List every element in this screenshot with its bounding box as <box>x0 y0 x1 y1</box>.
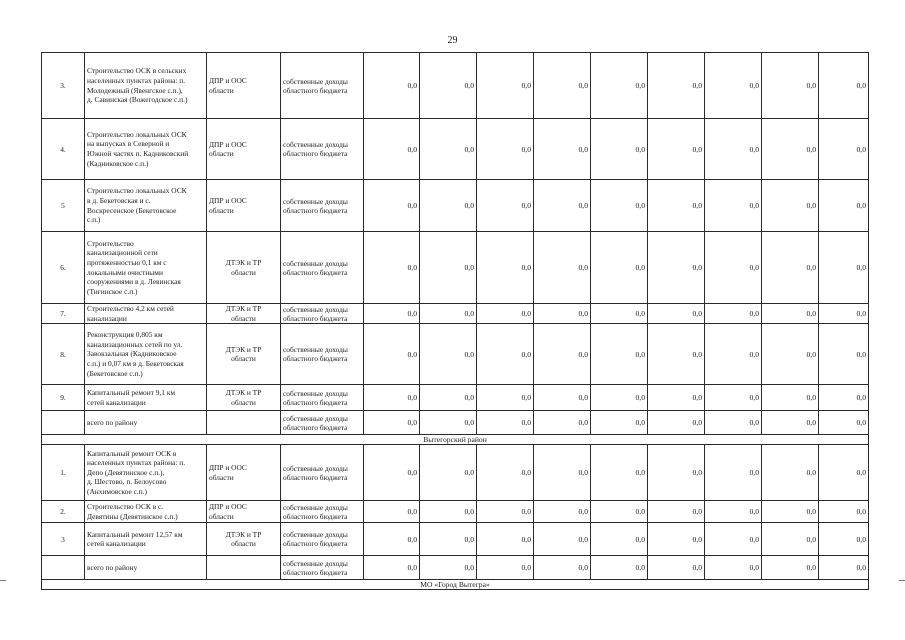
measure-name-line: всего по району <box>87 417 138 427</box>
funding-source-cell <box>281 53 364 119</box>
responsible-line: области <box>231 539 256 549</box>
table-row <box>42 411 869 435</box>
amount-cell: 0,0 <box>534 232 591 304</box>
responsible-cell <box>207 501 281 523</box>
amount-cell: 0,0 <box>364 119 420 180</box>
amount-cell: 0,0 <box>705 523 762 556</box>
funding-source-line: собственные доходы <box>283 345 348 355</box>
funding-source-line: собственные доходы <box>283 463 348 473</box>
amount-cell: 0,0 <box>591 556 648 580</box>
funding-source-line: собственные доходы <box>283 388 348 398</box>
amount-cell: 0,0 <box>648 232 705 304</box>
amount-cell: 0,0 <box>648 385 705 411</box>
table-row <box>42 556 869 580</box>
amount-cell: 0,0 <box>364 53 420 119</box>
right-edge-mark <box>899 580 905 581</box>
amount-cell: 0,0 <box>762 53 819 119</box>
measure-name-cell <box>85 523 207 556</box>
measure-name-cell <box>85 556 207 580</box>
measure-name-line: протяженностью 0,1 км с <box>87 257 167 267</box>
amount-cell: 0,0 <box>477 501 534 523</box>
funding-source-line: собственные доходы <box>283 196 348 206</box>
amount-cell: 0,0 <box>648 119 705 180</box>
amount-cell: 0,0 <box>420 411 477 435</box>
measure-name-line: населенных пунктах района: п. <box>87 75 186 85</box>
amount-cell: 0,0 <box>762 501 819 523</box>
amount-cell: 0,0 <box>591 119 648 180</box>
funding-source-cell <box>281 445 364 501</box>
measure-name-line: Капитальный ремонт ОСК в <box>87 448 177 458</box>
responsible-line: области <box>231 397 256 407</box>
amount-cell: 0,0 <box>477 304 534 324</box>
row-number: 7. <box>42 304 85 324</box>
amount-cell: 0,0 <box>705 411 762 435</box>
measure-name-line: Депо (Девятинское с.п.), <box>87 467 165 477</box>
funding-source-cell <box>281 385 364 411</box>
measure-name-line: населенных пунктах района: п. <box>87 458 186 468</box>
funding-source-line: областного бюджета <box>283 397 348 407</box>
funding-source-cell <box>281 119 364 180</box>
amount-cell: 0,0 <box>364 445 420 501</box>
responsible-cell <box>207 445 281 501</box>
measure-name-line: сетей канализации <box>87 397 146 407</box>
row-number: 2. <box>42 501 85 523</box>
responsible-cell <box>207 53 281 119</box>
funding-source-line: областного бюджета <box>283 85 348 95</box>
page-number: 29 <box>447 35 458 46</box>
amount-cell: 0,0 <box>364 556 420 580</box>
amount-cell: 0,0 <box>477 119 534 180</box>
amount-cell: 0,0 <box>420 501 477 523</box>
funding-source-cell <box>281 556 364 580</box>
measure-name-line: сооружениями в д. Левинская <box>87 277 181 287</box>
measure-name-line: Строительство 4,2 км сетей <box>87 304 174 313</box>
measure-name-line: Капитальный ремонт 12,57 км <box>87 529 183 539</box>
row-number: 5 <box>42 180 85 232</box>
measure-name-line: канализации <box>87 313 127 323</box>
funding-source-line: собственные доходы <box>283 304 348 314</box>
amount-cell: 0,0 <box>705 445 762 501</box>
amount-cell: 0,0 <box>364 523 420 556</box>
measure-name-line: (Тиғинское с.п.) <box>87 286 138 296</box>
measure-name-line: локальными очистными <box>87 267 163 277</box>
measure-name-line: Строительство локальных ОСК <box>87 186 187 196</box>
measure-name-cell <box>85 119 207 180</box>
measure-name-line: д. Шестово, п. Белоусово <box>87 477 167 487</box>
amount-cell: 0,0 <box>648 445 705 501</box>
amount-cell: 0,0 <box>364 304 420 324</box>
funding-source-line: собственные доходы <box>283 502 348 512</box>
responsible-cell <box>207 556 281 580</box>
measure-name-line: Воскресенское (Бекетовское <box>87 205 177 215</box>
amount-cell: 0,0 <box>420 556 477 580</box>
amount-cell: 0,0 <box>591 445 648 501</box>
responsible-cell <box>207 232 281 304</box>
responsible-cell <box>207 411 281 435</box>
funding-source-cell <box>281 304 364 324</box>
table-row <box>42 119 869 180</box>
measure-name-line: сетей канализации <box>87 539 146 549</box>
amount-cell: 0,0 <box>591 53 648 119</box>
amount-cell: 0,0 <box>762 523 819 556</box>
funding-source-line: собственные доходы <box>283 558 348 568</box>
funding-source-line: собственные доходы <box>283 530 348 540</box>
responsible-line: ДТЭК и ТР <box>225 388 262 398</box>
amount-cell: 0,0 <box>705 385 762 411</box>
measure-name-line: канализационной сети <box>87 248 158 258</box>
measure-name-cell <box>85 180 207 232</box>
amount-cell: 0,0 <box>364 501 420 523</box>
amount-cell: 0,0 <box>420 523 477 556</box>
responsible-cell <box>207 523 281 556</box>
amount-cell: 0,0 <box>705 556 762 580</box>
measure-name-cell <box>85 232 207 304</box>
amount-cell: 0,0 <box>705 501 762 523</box>
amount-cell: 0,0 <box>534 304 591 324</box>
responsible-cell <box>207 180 281 232</box>
responsible-line: ДТЭК и ТР <box>225 344 262 354</box>
measure-name-line: в д. Бекетовская и с. <box>87 195 151 205</box>
measure-name-cell <box>85 411 207 435</box>
responsible-line: ДПР и ООС <box>209 463 247 473</box>
amount-cell: 0,0 <box>591 385 648 411</box>
row-number <box>42 556 85 580</box>
amount-cell: 0,0 <box>591 180 648 232</box>
section-title: Вытегорский район <box>42 435 869 445</box>
measure-name-line: Завокзальная (Кадниковское <box>87 349 177 359</box>
table-body <box>42 53 869 590</box>
measure-name-line: с.п.) и 0,07 км в д. Бекетовская <box>87 358 184 368</box>
left-edge-mark <box>0 580 6 581</box>
amount-cell: 0,0 <box>762 232 819 304</box>
amount-cell: 0,0 <box>477 53 534 119</box>
amount-cell: 0,0 <box>420 53 477 119</box>
amount-cell: 0,0 <box>364 180 420 232</box>
amount-cell: 0,0 <box>591 324 648 385</box>
amount-cell: 0,0 <box>420 180 477 232</box>
measure-name-line: (Кадниковское с.п.) <box>87 158 149 168</box>
row-number: 4. <box>42 119 85 180</box>
amount-cell: 0,0 <box>819 53 869 119</box>
funding-source-cell <box>281 232 364 304</box>
amount-cell: 0,0 <box>819 411 869 435</box>
measure-name-line: Южной частях п. Кадниковский <box>87 149 189 158</box>
amount-cell: 0,0 <box>648 523 705 556</box>
table-row <box>42 304 869 324</box>
amount-cell: 0,0 <box>477 385 534 411</box>
responsible-line: области <box>209 85 234 95</box>
row-number: 6. <box>42 232 85 304</box>
amount-cell: 0,0 <box>648 556 705 580</box>
measure-name-line: (Анхимовское с.п.) <box>87 487 148 497</box>
funding-source-cell <box>281 523 364 556</box>
amount-cell: 0,0 <box>534 119 591 180</box>
amount-cell: 0,0 <box>705 180 762 232</box>
amount-cell: 0,0 <box>477 324 534 385</box>
responsible-line: области <box>231 313 256 323</box>
funding-source-line: собственные доходы <box>283 413 348 423</box>
measure-name-line: Капитальный ремонт 9,1 км <box>87 388 176 398</box>
responsible-line: ДТЭК и ТР <box>225 304 262 314</box>
amount-cell: 0,0 <box>762 385 819 411</box>
amount-cell: 0,0 <box>819 180 869 232</box>
responsible-line: ДПР и ООС <box>209 196 247 206</box>
funding-source-line: областного бюджета <box>283 567 348 577</box>
amount-cell: 0,0 <box>648 180 705 232</box>
section-header-row <box>42 580 869 590</box>
amount-cell: 0,0 <box>705 304 762 324</box>
table-row <box>42 324 869 385</box>
amount-cell: 0,0 <box>364 232 420 304</box>
measure-name-cell <box>85 445 207 501</box>
amount-cell: 0,0 <box>534 523 591 556</box>
amount-cell: 0,0 <box>420 232 477 304</box>
responsible-line: ДПР и ООС <box>209 76 247 86</box>
amount-cell: 0,0 <box>762 324 819 385</box>
responsible-line: области <box>209 149 234 158</box>
funding-source-line: областного бюджета <box>283 539 348 549</box>
amount-cell: 0,0 <box>534 385 591 411</box>
row-number: 9. <box>42 385 85 411</box>
funding-source-line: собственные доходы <box>283 140 348 149</box>
amount-cell: 0,0 <box>648 411 705 435</box>
amount-cell: 0,0 <box>420 445 477 501</box>
measure-name-line: (Бекетовское с.п.) <box>87 368 143 378</box>
table-row <box>42 445 869 501</box>
amount-cell: 0,0 <box>648 304 705 324</box>
table-row <box>42 53 869 119</box>
amount-cell: 0,0 <box>648 324 705 385</box>
amount-cell: 0,0 <box>591 304 648 324</box>
funding-source-line: областного бюджета <box>283 205 348 215</box>
funding-source-line: областного бюджета <box>283 313 348 323</box>
table-row <box>42 523 869 556</box>
amount-cell: 0,0 <box>534 411 591 435</box>
measure-name-line: всего по району <box>87 562 138 572</box>
amount-cell: 0,0 <box>648 53 705 119</box>
amount-cell: 0,0 <box>762 304 819 324</box>
amount-cell: 0,0 <box>364 324 420 385</box>
amount-cell: 0,0 <box>762 445 819 501</box>
measure-name-line: Строительство локальных ОСК <box>87 129 187 139</box>
amount-cell: 0,0 <box>819 232 869 304</box>
amount-cell: 0,0 <box>534 53 591 119</box>
responsible-line: области <box>231 354 256 364</box>
table-row <box>42 232 869 304</box>
measure-name-line: Молодежный (Явенгское с.п.), <box>87 85 183 95</box>
amount-cell: 0,0 <box>819 119 869 180</box>
amount-cell: 0,0 <box>420 385 477 411</box>
table-row <box>42 501 869 523</box>
row-number: 1. <box>42 445 85 501</box>
amount-cell: 0,0 <box>819 556 869 580</box>
amount-cell: 0,0 <box>591 501 648 523</box>
responsible-cell <box>207 324 281 385</box>
responsible-line: области <box>209 472 234 482</box>
amount-cell: 0,0 <box>477 232 534 304</box>
responsible-line: ДТЭК и ТР <box>225 258 262 268</box>
funding-source-line: собственные доходы <box>283 76 348 86</box>
amount-cell: 0,0 <box>762 411 819 435</box>
amount-cell: 0,0 <box>819 445 869 501</box>
table-row <box>42 385 869 411</box>
amount-cell: 0,0 <box>420 304 477 324</box>
amount-cell: 0,0 <box>648 501 705 523</box>
funding-source-line: областного бюджета <box>283 354 348 364</box>
funding-source-line: областного бюджета <box>283 149 348 158</box>
measure-name-cell <box>85 324 207 385</box>
table-row <box>42 180 869 232</box>
amount-cell: 0,0 <box>591 232 648 304</box>
funding-source-line: областного бюджета <box>283 472 348 482</box>
amount-cell: 0,0 <box>534 445 591 501</box>
funding-source-cell <box>281 411 364 435</box>
amount-cell: 0,0 <box>705 53 762 119</box>
responsible-cell <box>207 119 281 180</box>
measure-name-line: Строительство <box>87 238 134 248</box>
amount-cell: 0,0 <box>762 119 819 180</box>
amount-cell: 0,0 <box>819 304 869 324</box>
measure-name-line: Строительство ОСК в сельских <box>87 66 187 76</box>
amount-cell: 0,0 <box>705 232 762 304</box>
amount-cell: 0,0 <box>705 324 762 385</box>
responsible-line: ДТЭК и ТР <box>225 529 262 539</box>
funding-source-line: областного бюджета <box>283 511 348 521</box>
amount-cell: 0,0 <box>819 385 869 411</box>
measure-name-line: д. Савинская (Вожегодское с.п.) <box>87 95 188 105</box>
responsible-line: области <box>209 205 234 215</box>
amount-cell: 0,0 <box>477 556 534 580</box>
amount-cell: 0,0 <box>477 523 534 556</box>
amount-cell: 0,0 <box>762 556 819 580</box>
section-header-row <box>42 435 869 445</box>
amount-cell: 0,0 <box>705 119 762 180</box>
budget-table <box>41 52 869 590</box>
measure-name-cell <box>85 53 207 119</box>
amount-cell: 0,0 <box>762 180 819 232</box>
responsible-line: области <box>209 511 234 521</box>
amount-cell: 0,0 <box>420 324 477 385</box>
responsible-line: области <box>231 267 256 277</box>
funding-source-line: областного бюджета <box>283 422 348 432</box>
measure-name-line: канализационных сетей по ул. <box>87 339 183 349</box>
amount-cell: 0,0 <box>534 180 591 232</box>
measure-name-line: Девятины (Девятинское с.п.) <box>87 511 178 521</box>
responsible-line: ДПР и ООС <box>209 502 247 512</box>
amount-cell: 0,0 <box>591 411 648 435</box>
amount-cell: 0,0 <box>534 556 591 580</box>
row-number: 3. <box>42 53 85 119</box>
measure-name-cell <box>85 304 207 324</box>
row-number: 3 <box>42 523 85 556</box>
measure-name-line: на выпусках в Северной и <box>87 139 170 149</box>
measure-name-line: Реконструкция 0,805 км <box>87 330 163 340</box>
amount-cell: 0,0 <box>364 411 420 435</box>
amount-cell: 0,0 <box>364 385 420 411</box>
responsible-cell <box>207 385 281 411</box>
funding-source-cell <box>281 180 364 232</box>
amount-cell: 0,0 <box>591 523 648 556</box>
amount-cell: 0,0 <box>477 411 534 435</box>
funding-source-cell <box>281 501 364 523</box>
amount-cell: 0,0 <box>819 324 869 385</box>
section-title: МО «Город Вытегра» <box>42 580 869 590</box>
amount-cell: 0,0 <box>819 523 869 556</box>
row-number <box>42 411 85 435</box>
amount-cell: 0,0 <box>534 324 591 385</box>
measure-name-line: с.п.) <box>87 215 101 225</box>
measure-name-cell <box>85 501 207 523</box>
row-number: 8. <box>42 324 85 385</box>
amount-cell: 0,0 <box>819 501 869 523</box>
amount-cell: 0,0 <box>477 180 534 232</box>
responsible-line: ДПР и ООС <box>209 139 247 149</box>
measure-name-cell <box>85 385 207 411</box>
amount-cell: 0,0 <box>534 501 591 523</box>
funding-source-line: собственные доходы <box>283 258 348 268</box>
amount-cell: 0,0 <box>477 445 534 501</box>
funding-source-line: областного бюджета <box>283 267 348 277</box>
amount-cell: 0,0 <box>420 119 477 180</box>
responsible-cell <box>207 304 281 324</box>
measure-name-line: Строительство ОСК в с. <box>87 502 164 512</box>
funding-source-cell <box>281 324 364 385</box>
